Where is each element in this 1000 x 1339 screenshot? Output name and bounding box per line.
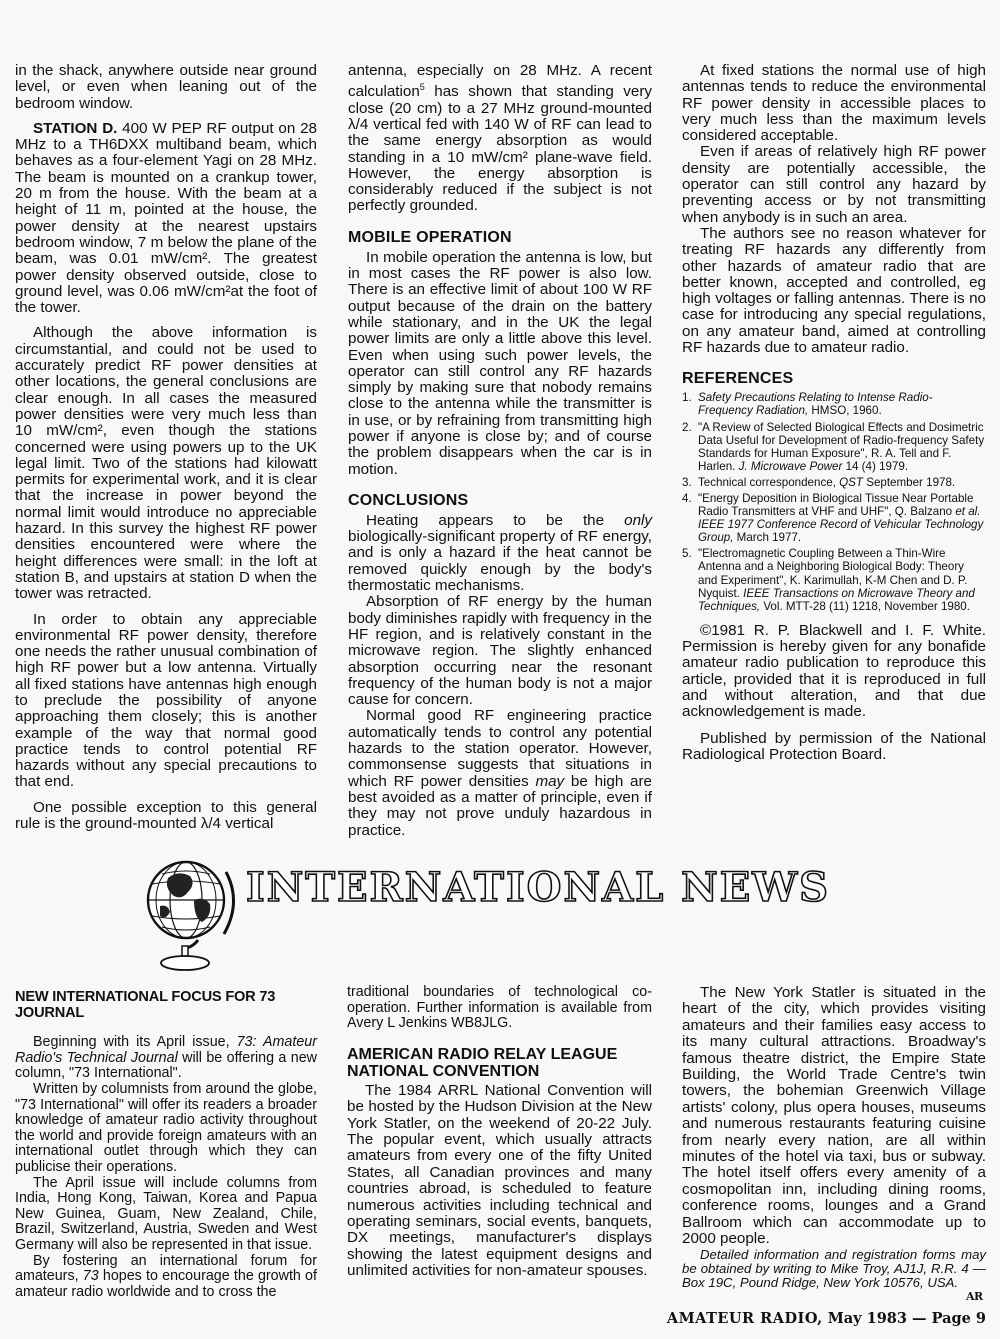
reference-item: 1. Safety Precautions Relating to Intense Radio-Frequency Radiation, HMSO, 1960. — [682, 391, 933, 418]
paragraph: Absorption of RF energy by the human body diminishes rapidly with frequency in the HF region, and is relatively constant in the microwave region. The slightly enhanced absorption occurring near the resonant frequency of the human body is not a major cause for concern. — [348, 593, 652, 709]
section-heading-conclusions: CONCLUSIONS — [348, 491, 469, 509]
section-heading-references: REFERENCES — [682, 370, 794, 388]
station-d-label: STATION D. — [33, 119, 118, 137]
contact-info: Detailed information and registration forms may be obtained by writing to Mike Troy, AJ1J, R.R. 4 — Box 19C, Pound Ridge, New York 10576, USA. — [682, 1246, 986, 1290]
article-column-1 — [15, 63, 317, 832]
paragraph: Beginning with its April issue, 73: Amateur Radio's Technical Journal will be offering a new column, "73 International". — [15, 1034, 317, 1082]
news-column-2 — [347, 985, 652, 1280]
reference-item: 5. "Electromagnetic Coupling Between a Thin-Wire Antenna and a Neighboring Biological Body: Theory and Experiment", K. Karimullah, K-M Chen and D. P. Nyquist. IEEE Transactions on Microwave Theory and Techniques, Vol. MTT-28 (11) 1218, November 1980. — [682, 547, 975, 613]
issue-page: May 1983 — Page 9 — [822, 1310, 986, 1327]
publication-credit: Published by permission of the National Radiological Protection Board. — [682, 729, 986, 763]
paragraph: Normal good RF engineering practice automatically tends to control any potential hazards to the station operator. However, commonsense suggests that situations in which RF power densities may be high are best avoided as a matter of principle, even if they may not prove unduly hazardous in practice. — [348, 707, 653, 839]
footnote-ref: 5 — [419, 82, 425, 93]
reference-list — [682, 391, 986, 613]
paragraph: Written by columnists from around the globe, "73 International" will offer its readers a broader knowledge of amateur radio activity throughout the world and provide foreign amateurs with an international outlet through which they can publicise their operations. — [15, 1080, 317, 1175]
reference-item: 4. "Energy Deposition in Biological Tissue Near Portable Radio Transmitters at VHF and UHF", Q. Balzano et al. IEEE 1977 Conference Record of Vehicular Technology Group, March 1977. — [682, 492, 984, 545]
paragraph: The April issue will include columns from India, Hong Kong, Taiwan, Korea and Papua New Guinea, Guam, New Zealand, Chile, Brazil, Switzerland, Austria, Sweden and West Germany will also be represented in that issue. — [15, 1174, 317, 1253]
paragraph: One possible exception to this general rule is the ground-mounted λ/4 vertical — [15, 798, 317, 833]
paragraph: The New York Statler is situated in the heart of the city, which provides visiting amateurs and their families easy access to its many cultural attractions. Broadway's famous theatre district, the Empire State Building, the World Trade Centre's twin towers, the bohemian Greenwich Village artists' colony, plus opera houses, museums and numerous restaurants featuring cuisine from nearly every nation, are all within minutes of the hotel via taxi, bus or subway. The hotel itself offers every amenity of a cosmopolitan inn, including dining rooms, conference rooms, lounges and a Grand Ballroom which can accommodate up to 2000 people. — [682, 984, 986, 1248]
article-column-3 — [682, 63, 986, 763]
reference-item: 3. Technical correspondence, QST September 1978. — [682, 475, 956, 489]
reference-item: 2. "A Review of Selected Biological Effects and Dosimetric Data Useful for Development of Radio-frequency Safety Standards for Human Exposure", R. A. Tell and F. Harlen. J. Microwave Power 14 (4) 1979. — [682, 420, 985, 473]
paragraph: In order to obtain any appreciable environmental RF power density, therefore one needs the rather unusual combination of high RF power but a low antenna. Virtually all fixed stations have antennas high enough to preclude the possibility of anyone approaching them closely; this is another example of the way that normal good practice tends to control potential RF hazards without any special precautions to that end. — [15, 610, 317, 791]
page-footer — [667, 1310, 986, 1327]
news-column-1 — [15, 990, 317, 1300]
globe-icon — [138, 848, 238, 974]
paragraph: The authors see no reason whatever for treating RF hazards any differently from other hazards of amateur radio that are better known, accepted and controlled, eg high voltages or falling antennas. There is no case for introducing any special regulations, on any amateur band, aimed at controlling RF hazards due to amateur radio. — [682, 224, 986, 357]
international-news-banner — [138, 848, 878, 980]
station-d-paragraph — [15, 121, 317, 317]
end-mark: AR — [966, 1290, 983, 1303]
paragraph: By fostering an international forum for amateurs, 73 hopes to encourage the growth of amateur radio worldwide and to cross the — [15, 1252, 317, 1300]
paragraph: antenna, especially on 28 MHz. A recent calculation$^5$ has shown that standing very close (20 cm) to a 27 MHz ground-mounted λ/4 vertical fed with 140 W of RF can lead to the same energy absorption as would standing in a 10 mW/cm² plane-wave field. However, the energy absorption is considerably reduced if the subject is not perfectly grounded. — [348, 62, 652, 215]
magazine-name: AMATEUR RADIO, — [666, 1310, 823, 1327]
paragraph: The 1984 ARRL National Convention will be hosted by the Hudson Division at the New York Statler, on the weekend of 20-22 July. The popular event, which usually attracts amateurs from every one of the fifty United States, all Canadian provinces and many countries abroad, is scheduled to feature numerous activities including technical and operating seminars, social events, banquets, DX meetings, manufacturer's displays showing the latest equipment designs and unlimited activities for non-amateur spouses. — [347, 1081, 652, 1280]
station-d-text: 400 W PEP RF output on 28 MHz to a TH6DXX multiband beam, which behaves as a four-element Yagi on 28 MHz. The beam is mounted on a crankup tower, 20 m from the house. With the beam at a height of 11 m, pointed at the house, the power density at the nearest upstairs bedroom window, 7 m below the plane of the beam, was 0.01 mW/cm². The greatest power density observed outside, close to ground level, was 0.06 mW/cm²at the foot of the tower. — [15, 119, 317, 317]
news-heading: NEW INTERNATIONAL FOCUS FOR 73 JOURNAL — [15, 989, 276, 1021]
banner-title: INTERNATIONAL NEWS — [246, 864, 831, 911]
paragraph: Heating appears to be the only biologically-significant property of RF energy, and is only a hazard if the heat cannot be removed quickly enough by the body's thermostatic mechanisms. — [348, 511, 652, 595]
paragraph: Although the above information is circumstantial, and could not be used to accurately predict RF power densities at other locations, the general conclusions are clear enough. In all cases the measured power densities were very much less than 10 mW/cm², even though the stations concerned were using powers up to the UK legal limit. Two of the stations had kilowatt permits for experimental work, and it is clear that the increase in power beyond the normal limit would introduce no appreciable hazard. In this survey the highest RF power densities encountered were where the height differences were small: in the loft at station B, and upstairs at station D when the tower was retracted. — [15, 324, 317, 603]
paragraph: Even if areas of relatively high RF power density are potentially accessible, the operator can still control any hazard by preventing access or by not transmitting when anybody is in such an area. — [682, 143, 986, 226]
section-heading-mobile: MOBILE OPERATION — [348, 228, 512, 246]
paragraph: traditional boundaries of technological co-operation. Further information is available from Avery L Jenkins WB8JLG. — [347, 984, 652, 1032]
article-column-2 — [348, 63, 652, 839]
copyright-notice: ©1981 R. P. Blackwell and I. F. White. Permission is hereby given for any bonafide amateur radio publication to reproduce this article, provided that it is reproduced in full and without alteration, and that due acknowledgement is made. — [682, 621, 986, 721]
paragraph: in the shack, anywhere outside near ground level, or even when leaning out of the bedroom window. — [15, 62, 317, 112]
news-column-3 — [682, 985, 986, 1290]
paragraph: At fixed stations the normal use of high antennas tends to reduce the environmental RF power density in accessible places to very much less than the maximum levels considered acceptable. — [682, 62, 986, 145]
paragraph: In mobile operation the antenna is low, but in most cases the RF power is also low. There is an effective limit of about 100 W RF output because of the drain on the battery while stationary, and in the UK the legal power limits are only a little above this level. Even when using such power levels, the operator can still control any RF hazards simply by making sure that nobody remains close to the antenna while the transmitter is in use, or by refraining from transmitting high power if anyone is close by; and of course the problem disappears when the car is in motion. — [348, 248, 652, 478]
news-heading: AMERICAN RADIO RELAY LEAGUE NATIONAL CONVENTION — [347, 1045, 618, 1080]
